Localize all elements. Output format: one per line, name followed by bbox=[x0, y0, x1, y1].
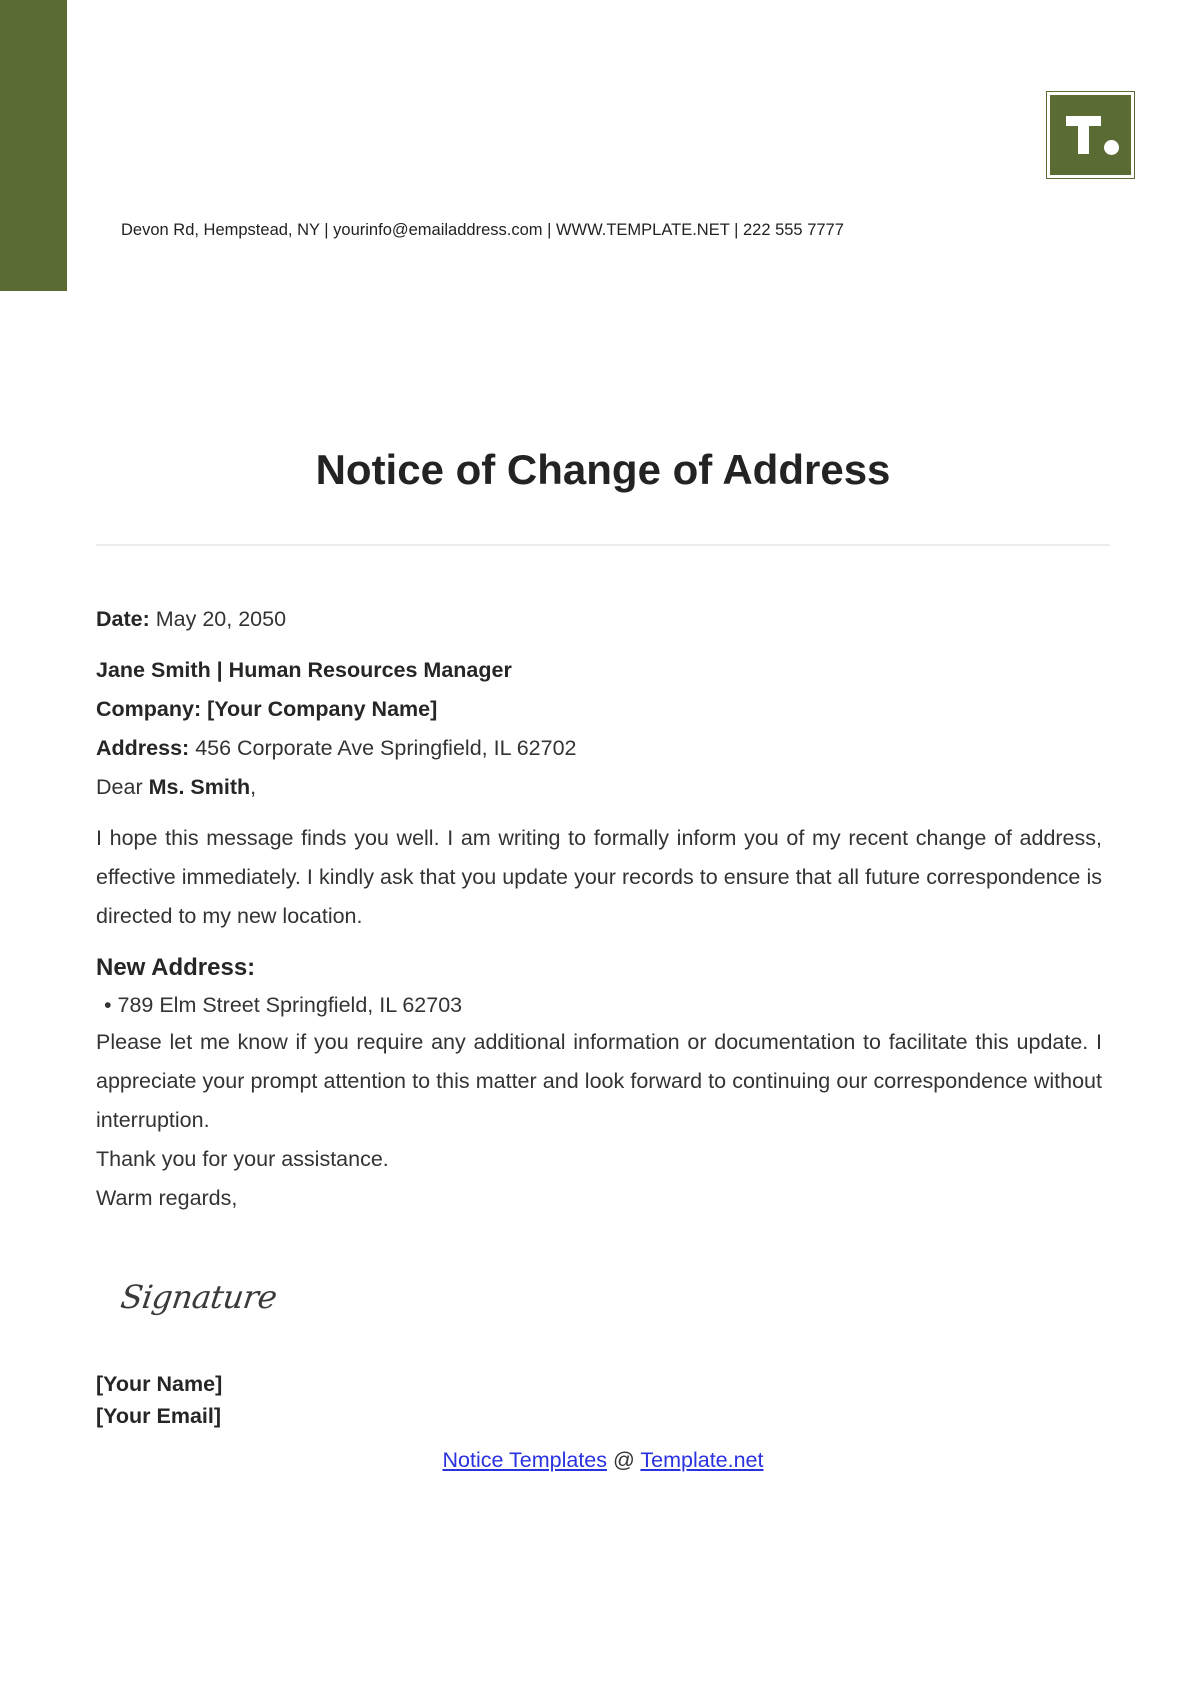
footer-credit bbox=[96, 1448, 1110, 1473]
closing-line: Warm regards, bbox=[96, 1186, 238, 1210]
company-value: [Your Company Name] bbox=[207, 697, 438, 721]
salutation-prefix: Dear bbox=[96, 775, 149, 799]
letter-body bbox=[96, 600, 1102, 1218]
template-logo bbox=[1046, 91, 1135, 179]
new-address-heading: New Address: bbox=[96, 954, 256, 981]
new-address-item: • 789 Elm Street Springfield, IL 62703 bbox=[104, 993, 463, 1017]
logo-dot bbox=[1104, 140, 1119, 155]
contact-line: Devon Rd, Hempstead, NY | yourinfo@emailaddress.com | WWW.TEMPLATE.NET | 222 555 7777 bbox=[121, 221, 844, 239]
footer-separator: @ bbox=[607, 1448, 641, 1472]
intro-paragraph: I hope this message finds you well. I am writing to formally inform you of my recent change of address, effective immediately. I kindly ask that you update your records to ensure that all future correspondence is directed to my new location. bbox=[96, 826, 1102, 928]
notice-templates-link[interactable]: Notice Templates bbox=[442, 1448, 607, 1472]
date-value: May 20, 2050 bbox=[155, 607, 287, 631]
salutation-name: Ms. Smith bbox=[148, 775, 251, 799]
address-label: Address: bbox=[96, 736, 190, 760]
address-value: 456 Corporate Ave Springfield, IL 62702 bbox=[195, 736, 577, 760]
side-accent-bar bbox=[0, 0, 67, 291]
recipient-line bbox=[96, 651, 1102, 690]
salutation-suffix: , bbox=[250, 775, 257, 799]
date-label: Date: bbox=[96, 607, 150, 631]
title-divider bbox=[96, 544, 1110, 546]
company-label: Company: bbox=[96, 697, 202, 721]
followup-paragraph: Please let me know if you require any additional information or documentation to facilitate this update. I appreciate your prompt attention to this matter and look forward to continuing our correspondence without interruption. bbox=[96, 1030, 1102, 1132]
logo-t-stem bbox=[1078, 116, 1089, 154]
salutation bbox=[96, 768, 1102, 807]
company-line bbox=[96, 690, 1102, 729]
sender-name: [Your Name] bbox=[96, 1372, 223, 1396]
sender-email: [Your Email] bbox=[96, 1404, 222, 1428]
sender-block bbox=[96, 1368, 222, 1432]
address-line bbox=[96, 729, 1102, 768]
template-net-link[interactable]: Template.net bbox=[640, 1448, 764, 1472]
recipient-name-title: Jane Smith | Human Resources Manager bbox=[96, 658, 512, 682]
thanks-line: Thank you for your assistance. bbox=[96, 1147, 389, 1171]
signature-image: Signature bbox=[118, 1278, 280, 1316]
document-title: Notice of Change of Address bbox=[315, 446, 891, 493]
date-line bbox=[96, 600, 1102, 639]
